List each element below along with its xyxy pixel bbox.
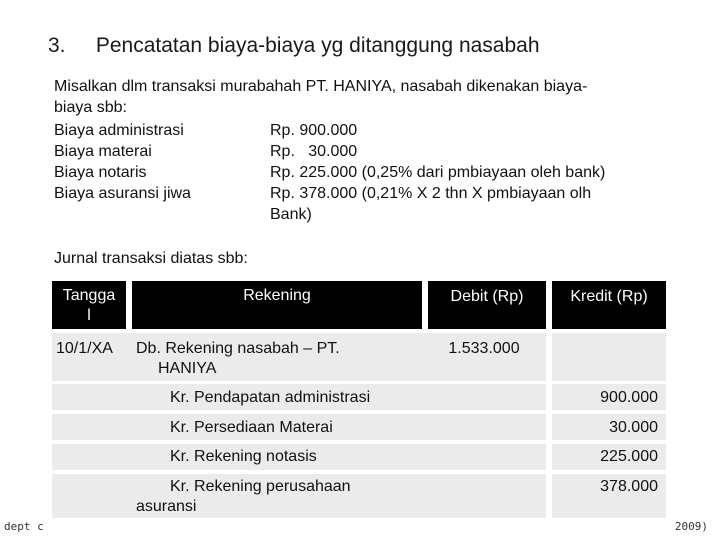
row-account: Kr. Persediaan Materai — [170, 419, 333, 436]
cost-value-line: Bank) — [270, 206, 312, 223]
row-account: Kr. Rekening notasis — [170, 448, 317, 465]
header-rekening: Rekening — [132, 281, 422, 329]
row-credit: 900.000 — [600, 389, 658, 406]
row-account-line: Db. Rekening nasabah – PT. — [136, 340, 340, 357]
slide-title — [48, 34, 540, 58]
journal-table — [52, 281, 666, 521]
footer-left: dept c — [4, 520, 44, 533]
cost-name: Biaya asuransi jiwa — [54, 185, 191, 202]
row-debit-cell — [422, 384, 546, 410]
row-account: Kr. Pendapatan administrasi — [170, 389, 371, 406]
row-credit: 225.000 — [600, 448, 658, 465]
row-date-cell — [52, 444, 132, 470]
row-credit: 378.000 — [600, 478, 658, 495]
slide-title-text: Pencatatan biaya-biaya yg ditanggung nasabah — [95, 34, 540, 57]
row-date-cell — [52, 414, 132, 440]
cost-value: Rp. 225.000 (0,25% dari pmbiayaan oleh bank) — [270, 164, 606, 181]
row-account-line: HANIYA — [158, 360, 217, 377]
row-account-line: Kr. Rekening perusahaan — [170, 478, 351, 495]
row-credit: 30.000 — [609, 419, 658, 436]
cost-value: Rp. 900.000 — [270, 122, 358, 139]
row-debit: 1.533.000 — [448, 340, 520, 357]
row-debit-cell — [422, 414, 546, 440]
cost-name: Biaya materai — [54, 143, 152, 160]
header-kredit: Kredit (Rp) — [552, 281, 666, 329]
header-tanggal-line: l — [87, 307, 91, 324]
row-date: 10/1/XA — [56, 340, 113, 357]
row-debit-cell — [422, 444, 546, 470]
row-date-cell — [52, 384, 132, 410]
header-tanggal-line: Tangga — [62, 287, 116, 304]
cost-name: Biaya administrasi — [54, 122, 184, 139]
row-account — [136, 339, 416, 379]
intro-line: biaya sbb: — [54, 99, 127, 116]
row-account-line: asuransi — [136, 498, 197, 515]
cost-list — [54, 120, 670, 225]
slide-number: 3. — [48, 34, 66, 57]
cost-name: Biaya notaris — [54, 164, 147, 181]
cost-item — [54, 141, 670, 162]
header-tanggal — [52, 281, 126, 329]
intro-line: Misalkan dlm transaksi murabahah PT. HANIYA, nasabah dikenakan biaya- — [54, 78, 588, 95]
row-credit-cell — [552, 333, 666, 381]
footer-right: 2009) — [674, 520, 708, 533]
cost-value — [270, 183, 670, 225]
cost-item — [54, 183, 670, 225]
cost-item — [54, 162, 670, 183]
intro-paragraph — [54, 76, 674, 118]
row-date-cell — [52, 474, 132, 518]
row-debit-cell — [422, 474, 546, 518]
row-account — [136, 477, 416, 517]
cost-value-line: Rp. 378.000 (0,21% X 2 thn X pmbiayaan olh — [270, 185, 592, 202]
journal-title: Jurnal transaksi diatas sbb: — [54, 250, 248, 267]
header-debit: Debit (Rp) — [428, 281, 546, 329]
cost-value: Rp. 30.000 — [270, 143, 358, 160]
cost-item — [54, 120, 670, 141]
